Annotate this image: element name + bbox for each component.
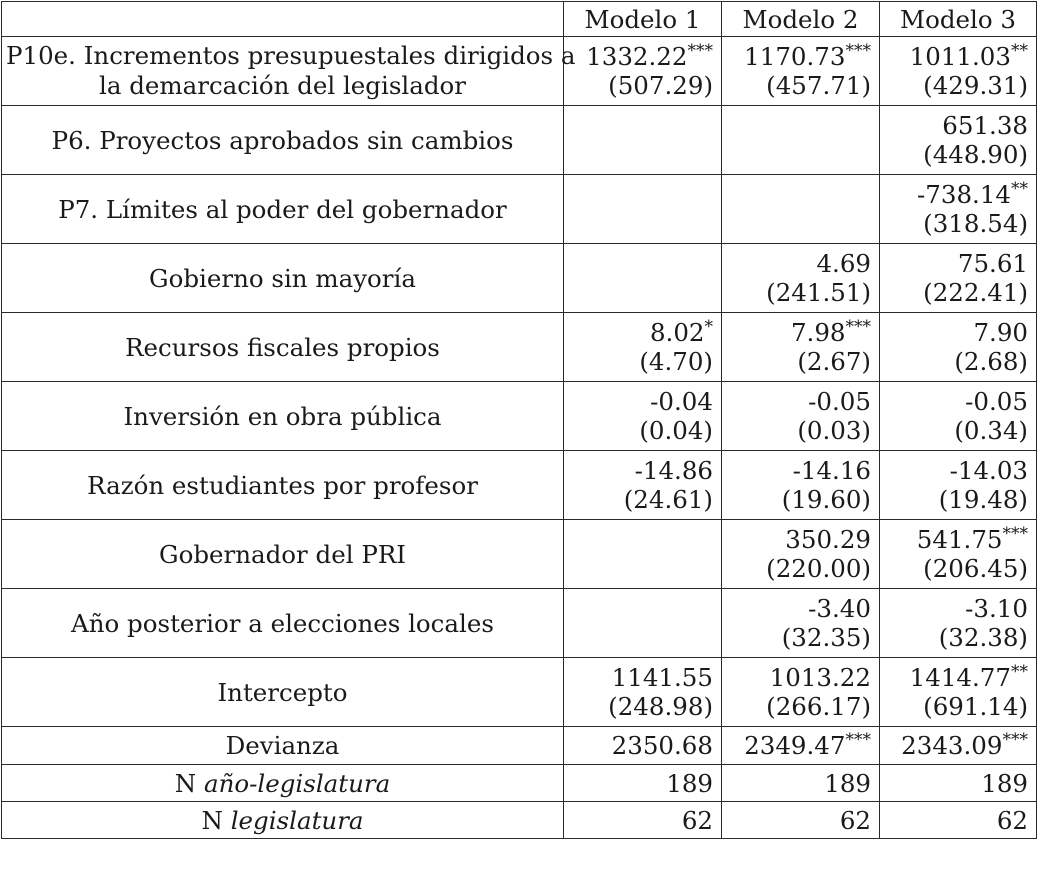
standard-error: (206.45) [923,554,1028,583]
significance-stars: *** [1002,524,1028,544]
coefficient: -14.16 [792,456,871,485]
cell-modelo-1 [564,727,722,765]
coefficient: -0.05 [965,387,1028,416]
coefficient: 1141.55 [611,663,713,692]
cell-modelo-2 [722,658,880,727]
standard-error: (222.41) [923,278,1028,307]
coefficient: 7.98 [790,318,846,347]
row-label [2,802,564,839]
row-label-italic: año-legislatura [204,768,391,798]
row-label: Razón estudiantes por profesor [2,451,564,520]
row-label-prefix: N [201,805,231,835]
coefficient: 651.38 [942,111,1028,140]
cell-modelo-3 [880,658,1037,727]
regression-table [1,1,1037,839]
cell-modelo-2 [722,313,880,382]
coefficient: -14.86 [634,456,713,485]
statistic-value: 2349.47 [744,731,846,760]
standard-error: (248.98) [608,692,713,721]
standard-error: (220.00) [766,554,871,583]
cell-modelo-3 [880,589,1037,658]
significance-stars: ** [1011,41,1028,61]
standard-error: (448.90) [923,140,1028,169]
cell-modelo-1 [564,37,722,106]
cell-modelo-2 [722,382,880,451]
cell-modelo-1 [564,106,722,175]
cell-modelo-3 [880,382,1037,451]
cell-modelo-3 [880,727,1037,765]
coefficient: -0.04 [650,387,713,416]
cell-modelo-1 [564,589,722,658]
cell-modelo-3: 189 [880,765,1037,802]
standard-error: (429.31) [923,71,1028,100]
row-label: Intercepto [2,658,564,727]
standard-error: (2.68) [954,347,1028,376]
row-label: Gobierno sin mayoría [2,244,564,313]
cell-modelo-3 [880,37,1037,106]
coefficient: 1332.22 [586,42,688,71]
cell-modelo-2 [722,106,880,175]
coefficient: 7.90 [973,318,1028,347]
table-row [2,313,1037,382]
header-modelo-1: Modelo 1 [564,2,722,37]
coefficient: 75.61 [957,249,1028,278]
cell-modelo-1 [564,175,722,244]
standard-error: (318.54) [923,209,1028,238]
table-row [2,37,1037,106]
standard-error: (691.14) [923,692,1028,721]
standard-error: (457.71) [766,71,871,100]
cell-modelo-1 [564,451,722,520]
row-label-prefix: N [174,768,204,798]
cell-modelo-2 [722,175,880,244]
coefficient: -3.10 [965,594,1028,623]
cell-modelo-2: 189 [722,765,880,802]
cell-modelo-3 [880,520,1037,589]
significance-stars: *** [1002,730,1028,750]
row-label: Recursos fiscales propios [2,313,564,382]
coefficient: -738.14 [916,180,1011,209]
cell-modelo-3 [880,451,1037,520]
standard-error: (2.67) [797,347,871,376]
table-row [2,175,1037,244]
coefficient: -3.40 [808,594,871,623]
header-modelo-3: Modelo 3 [880,2,1037,37]
cell-modelo-3 [880,175,1037,244]
coefficient: 8.02 [649,318,705,347]
row-label [2,765,564,802]
standard-error: (0.04) [639,416,713,445]
cell-modelo-2 [722,589,880,658]
coefficient: 4.69 [816,249,871,278]
cell-modelo-3 [880,244,1037,313]
cell-modelo-2 [722,727,880,765]
cell-modelo-1: 62 [564,802,722,839]
table-row [2,244,1037,313]
row-label: Inversión en obra pública [2,382,564,451]
cell-modelo-2 [722,520,880,589]
standard-error: (19.48) [938,485,1028,514]
cell-modelo-1 [564,382,722,451]
significance-stars: *** [687,41,713,61]
coefficient: 1170.73 [744,42,846,71]
coefficient: 1011.03 [909,42,1011,71]
statistic-value: 2350.68 [611,731,713,760]
cell-modelo-1 [564,313,722,382]
standard-error: (0.03) [797,416,871,445]
cell-modelo-1 [564,244,722,313]
cell-modelo-3: 62 [880,802,1037,839]
table-row [2,520,1037,589]
header-corner [2,2,564,37]
row-label: Año posterior a elecciones locales [2,589,564,658]
cell-modelo-2 [722,451,880,520]
standard-error: (4.70) [639,347,713,376]
row-label-italic: legislatura [230,805,364,835]
standard-error: (266.17) [766,692,871,721]
cell-modelo-3 [880,106,1037,175]
row-label: Devianza [2,727,564,765]
significance-stars: *** [845,317,871,337]
significance-stars: * [704,317,713,337]
cell-modelo-1 [564,520,722,589]
row-label: P7. Límites al poder del gobernador [2,175,564,244]
standard-error: (32.38) [938,623,1028,652]
header-row [2,2,1037,37]
coefficient: -14.03 [949,456,1028,485]
n-anio-legislatura-row [2,765,1037,802]
cell-modelo-3 [880,313,1037,382]
statistic-value: 2343.09 [901,731,1003,760]
cell-modelo-2: 62 [722,802,880,839]
standard-error: (507.29) [608,71,713,100]
significance-stars: ** [1011,179,1028,199]
significance-stars: *** [845,730,871,750]
table-row [2,106,1037,175]
cell-modelo-1 [564,658,722,727]
row-label-line: P10e. Incrementos presupuestales dirigidos a [6,41,576,70]
cell-modelo-1: 189 [564,765,722,802]
row-label: P6. Proyectos aprobados sin cambios [2,106,564,175]
table-row [2,451,1037,520]
row-label [2,37,576,106]
standard-error: (32.35) [781,623,871,652]
coefficient: -0.05 [808,387,871,416]
standard-error: (0.34) [954,416,1028,445]
standard-error: (19.60) [781,485,871,514]
significance-stars: *** [845,41,871,61]
table-row [2,382,1037,451]
n-legislatura-row [2,802,1037,839]
standard-error: (241.51) [766,278,871,307]
table-row [2,658,1037,727]
coefficient: 541.75 [916,525,1003,554]
table-row [2,589,1037,658]
row-label-line: la demarcación del legislador [99,71,466,100]
coefficient: 1414.77 [909,663,1011,692]
coefficient: 1013.22 [769,663,871,692]
header-modelo-2: Modelo 2 [722,2,880,37]
coefficient: 350.29 [785,525,871,554]
devianza-row [2,727,1037,765]
significance-stars: ** [1011,662,1028,682]
row-label: Gobernador del PRI [2,520,564,589]
cell-modelo-2 [722,244,880,313]
standard-error: (24.61) [623,485,713,514]
cell-modelo-2 [722,37,880,106]
